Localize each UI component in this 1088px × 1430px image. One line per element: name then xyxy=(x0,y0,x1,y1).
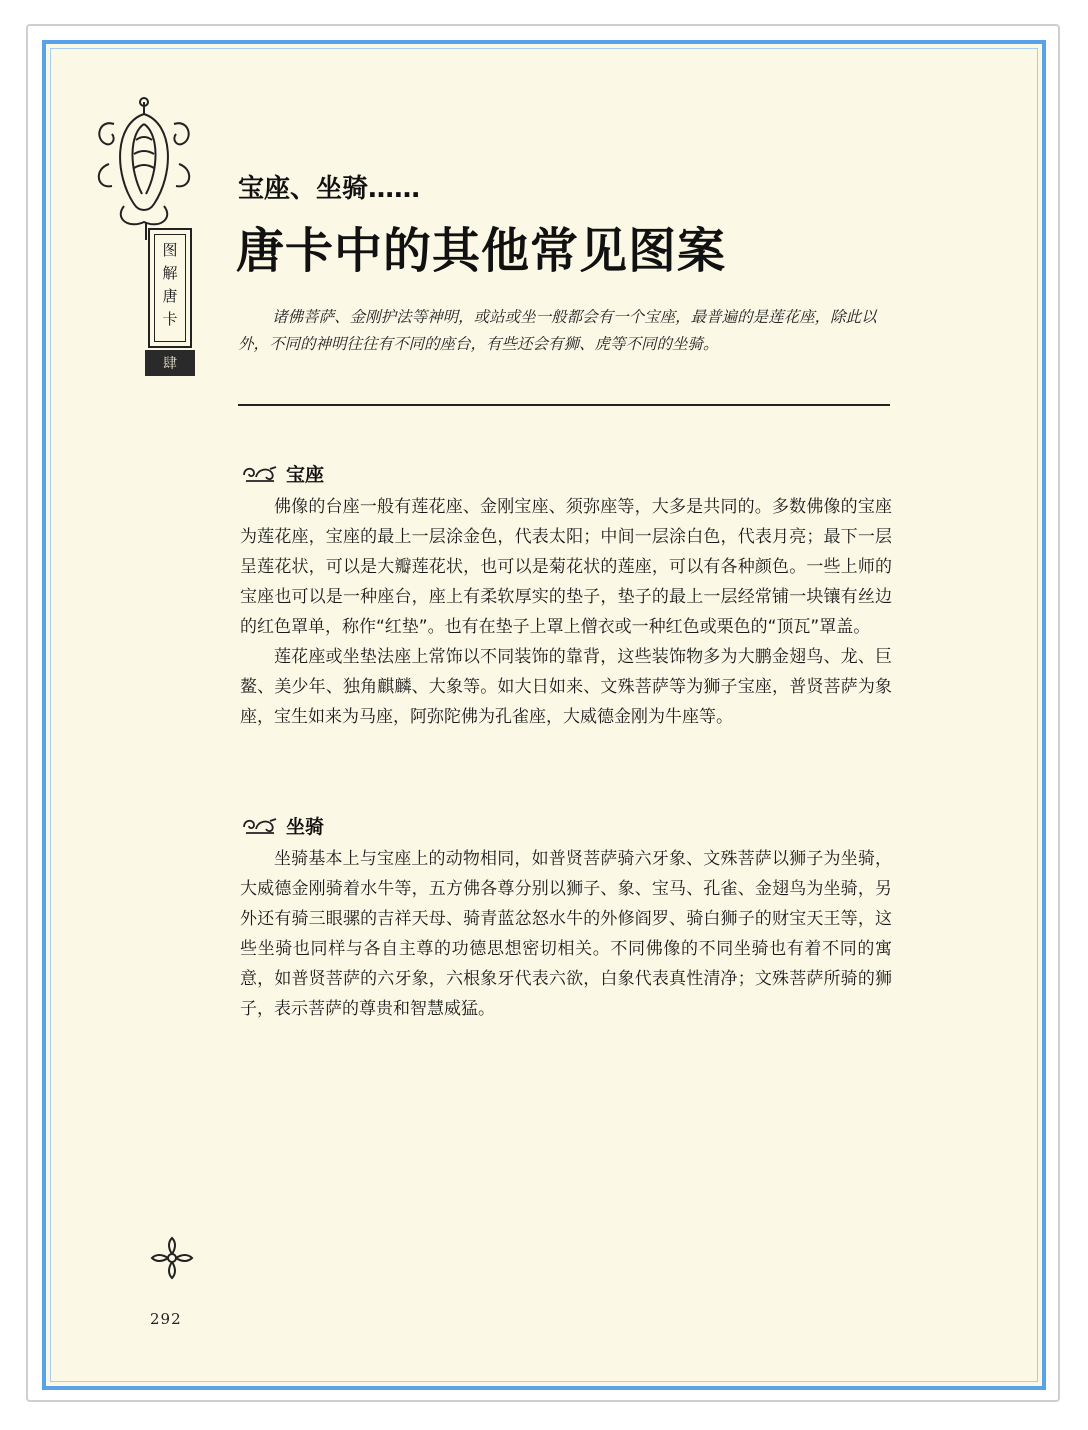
section-body-baozuo xyxy=(240,492,892,732)
cloud-scroll-icon xyxy=(240,815,280,837)
cloud-scroll-icon xyxy=(240,463,280,485)
page-kicker: 宝座、坐骑…… xyxy=(238,174,421,204)
page-number: 292 xyxy=(150,1310,182,1328)
page-title: 唐卡中的其他常见图案 xyxy=(236,223,727,279)
section-body-zuoqi xyxy=(240,844,892,1024)
section-heading-label: 坐骑 xyxy=(286,816,325,838)
body-paragraph: 佛像的台座一般有莲花座、金刚宝座、须弥座等，大多是共同的。多数佛像的宝座为莲花座，宝座的最上一层涂金色，代表太阳；中间一层涂白色，代表月亮；最下一层呈莲花状，可以是大瓣莲花状，也可以是菊花状的莲座，可以有各种颜色。一些上师的宝座也可以是一种座台，座上有柔软厚实的垫子，垫子的最上一层经常铺一块镶有丝边的红色罩单，称作“红垫”。也有在垫子上罩上僧衣或一种红色或栗色的“顶瓦”罩盖。 xyxy=(240,497,892,637)
section-heading-baozuo xyxy=(240,460,324,487)
body-paragraph: 莲花座或坐垫法座上常饰以不同装饰的靠背，这些装饰物多为大鹏金翅鸟、龙、巨鳌、美少年、独角麒麟、大象等。如大日如来、文殊菩萨等为狮子宝座，普贤菩萨为象座，宝生如来为马座，阿弥陀佛为孔雀座，大威德金刚为牛座等。 xyxy=(240,647,892,727)
side-tab-label: 图解唐卡 xyxy=(160,242,179,334)
intro-paragraph: 诸佛菩萨、金刚护法等神明，或站或坐一般都会有一个宝座，最普遍的是莲花座，除此以外，不同的神明往往有不同的座台，有些还会有狮、虎等不同的坐骑。 xyxy=(238,308,877,353)
chapter-mark: 肆 xyxy=(145,350,195,376)
divider xyxy=(238,404,890,406)
section-heading-label: 宝座 xyxy=(286,464,325,486)
section-heading-zuoqi xyxy=(240,812,324,839)
double-vajra-icon xyxy=(150,1236,194,1280)
chapter-side-tab xyxy=(148,228,192,348)
body-paragraph: 坐骑基本上与宝座上的动物相同，如普贤菩萨骑六牙象、文殊菩萨以狮子为坐骑，大威德金刚骑着水牛等，五方佛各尊分别以狮子、象、宝马、孔雀、金翅鸟为坐骑，另外还有骑三眼骡的吉祥天母、骑青蓝忿怒水牛的外修阎罗、骑白狮子的财宝天王等，这些坐骑也同样与各自主尊的功德思想密切相关。不同佛像的不同坐骑也有着不同的寓意，如普贤菩萨的六牙象，六根象牙代表六欲，白象代表真性清净；文殊菩萨所骑的狮子，表示菩萨的尊贵和智慧威猛。 xyxy=(240,849,892,1019)
conch-ornament-icon xyxy=(84,94,204,244)
